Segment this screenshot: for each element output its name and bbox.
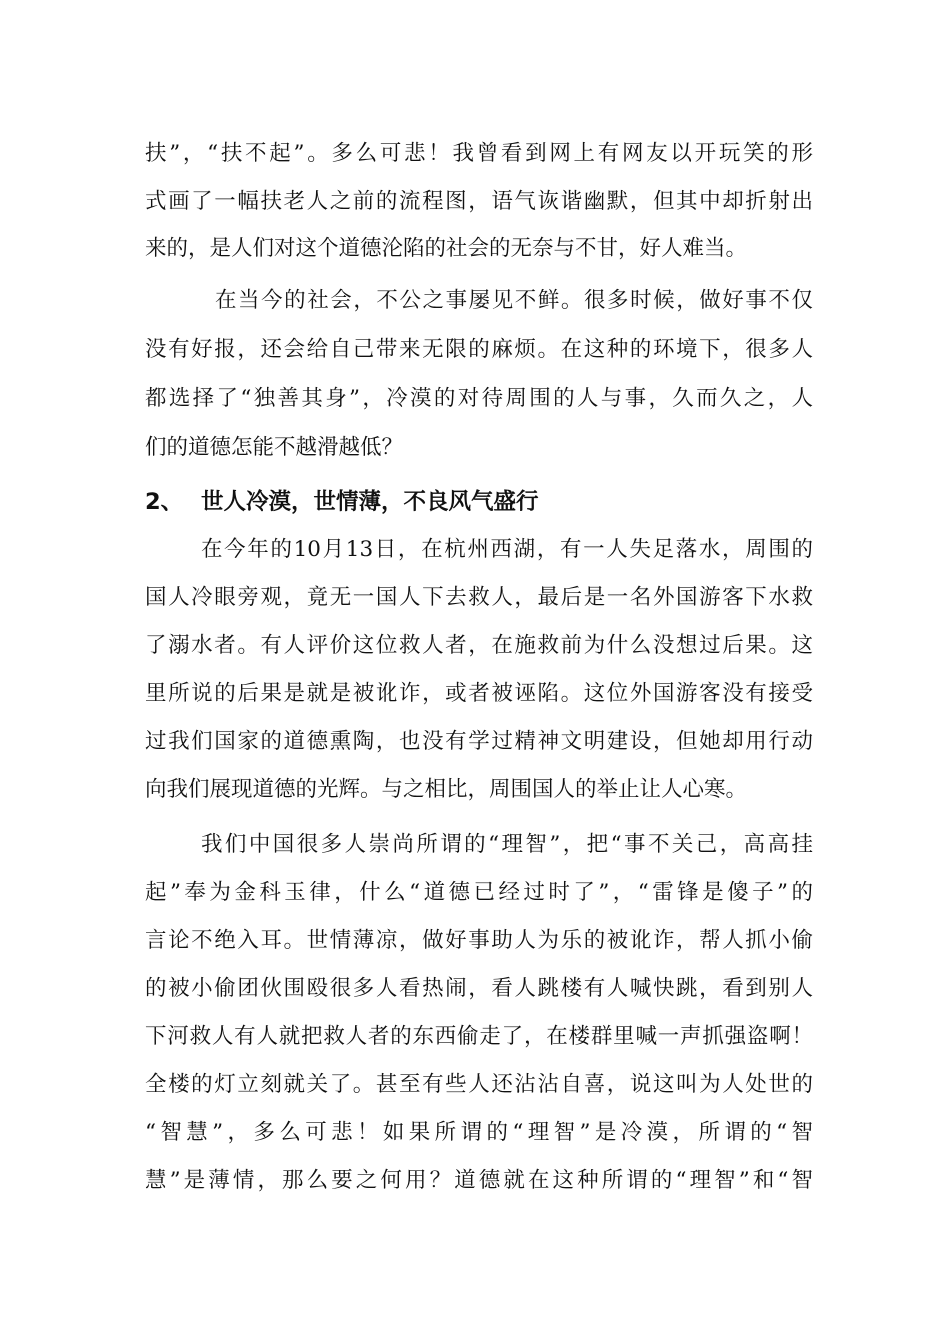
paragraph-4-line-6: 全楼的灯立刻就关了。甚至有些人还沾沾自喜，说这叫为人处世的	[145, 1072, 813, 1097]
paragraph-2-line-1: 在当今的社会，不公之事屡见不鲜。很多时候，做好事不仅	[215, 288, 813, 313]
paragraph-3-line-4: 里所说的后果是就是被讹诈，或者被诬陷。这位外国游客没有接受	[145, 681, 813, 706]
paragraph-4-line-5: 下河救人有人就把救人者的东西偷走了，在楼群里喊一声抓强盗啊！	[145, 1024, 813, 1049]
paragraph-1-line-3: 来的，是人们对这个道德沦陷的社会的无奈与不甘，好人难当。	[145, 236, 748, 261]
paragraph-3-line-3: 了溺水者。有人评价这位救人者，在施救前为什么没想过后果。这	[145, 633, 813, 658]
paragraph-4-line-4: 的被小偷团伙围殴很多人看热闹，看人跳楼有人喊快跳，看到别人	[145, 976, 813, 1001]
paragraph-3-line-2: 国人冷眼旁观，竟无一国人下去救人，最后是一名外国游客下水救	[145, 585, 813, 610]
paragraph-1-line-1: 扶”，“扶不起”。多么可悲！我曾看到网上有网友以开玩笑的形	[145, 141, 813, 166]
section-heading-text: 世人冷漠，世情薄，不良风气盛行	[201, 489, 539, 515]
paragraph-3-line-5: 过我们国家的道德熏陶，也没有学过精神文明建设，但她却用行动	[145, 729, 813, 754]
paragraph-4-line-1: 我们中国很多人崇尚所谓的“理智”，把“事不关己，高高挂	[201, 832, 813, 857]
paragraph-4-line-8: 慧”是薄情，那么要之何用？道德就在这种所谓的“理智”和“智	[145, 1168, 813, 1193]
paragraph-1-line-2: 式画了一幅扶老人之前的流程图，语气诙谐幽默，但其中却折射出	[145, 189, 813, 214]
paragraph-4-line-2: 起”奉为金科玉律，什么“道德已经过时了”，“雷锋是傻子”的	[145, 880, 813, 905]
paragraph-4-line-7: “智慧”，多么可悲！如果所谓的“理智”是冷漠，所谓的“智	[145, 1120, 813, 1145]
section-heading-number: 2、	[145, 489, 184, 515]
paragraph-3-line-6: 向我们展现道德的光辉。与之相比，周围国人的举止让人心寒。	[145, 777, 748, 802]
paragraph-3-line-1: 在今年的10月13日，在杭州西湖，有一人失足落水，周围的	[201, 537, 813, 562]
section-heading	[145, 482, 539, 522]
paragraph-2-line-4: 们的道德怎能不越滑越低？	[145, 435, 404, 460]
paragraph-2-line-3: 都选择了“独善其身”，冷漠的对待周围的人与事，久而久之，人	[145, 386, 813, 411]
paragraph-2-line-2: 没有好报，还会给自己带来无限的麻烦。在这种的环境下，很多人	[145, 337, 813, 362]
paragraph-4-line-3: 言论不绝入耳。世情薄凉，做好事助人为乐的被讹诈，帮人抓小偷	[145, 928, 813, 953]
